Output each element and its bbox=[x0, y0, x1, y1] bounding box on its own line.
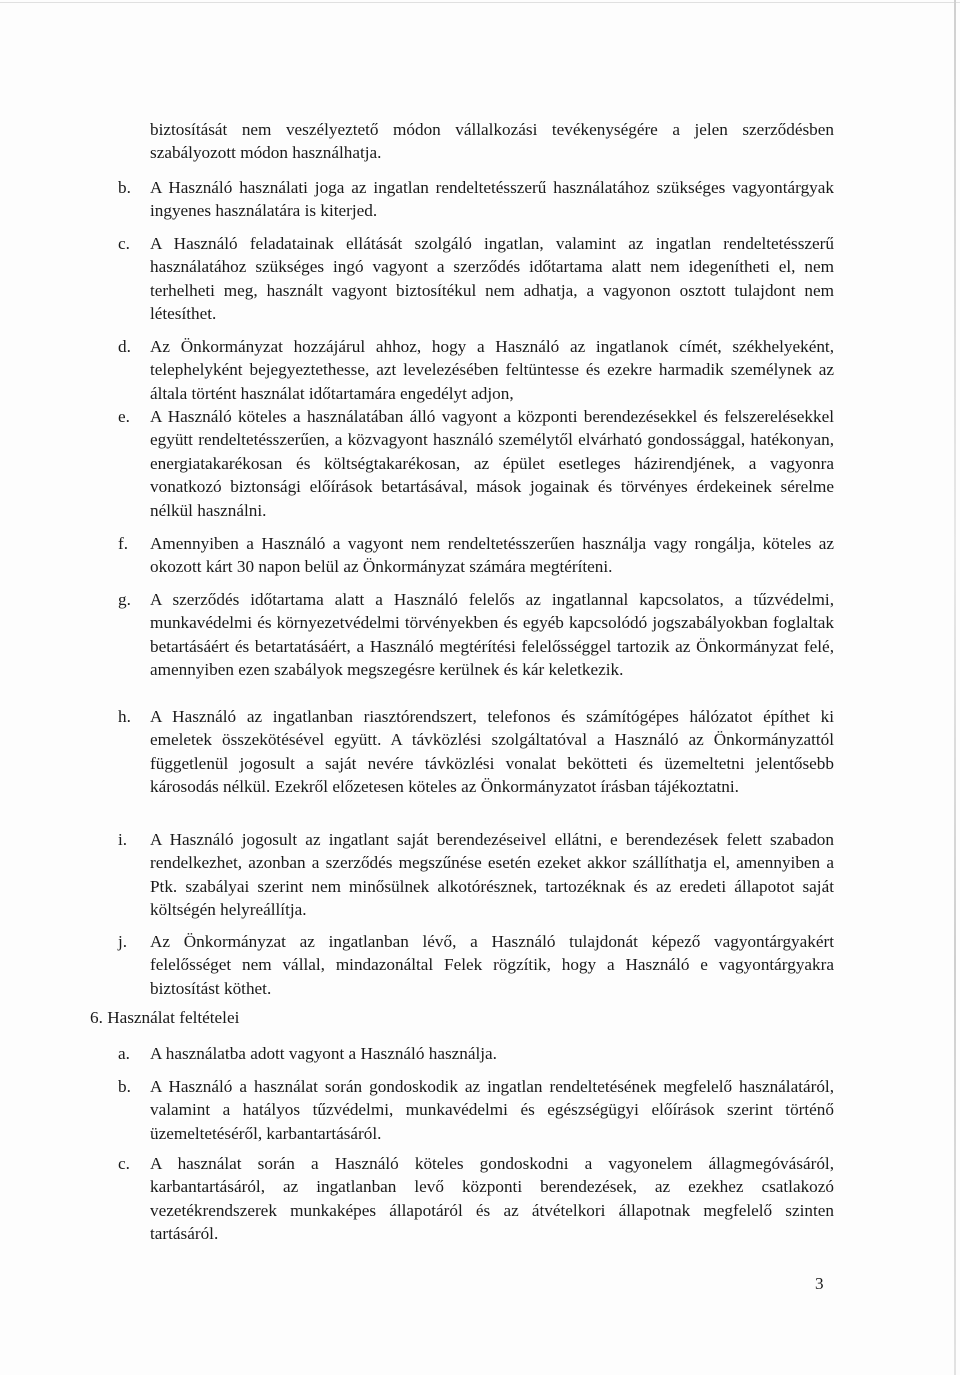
list-item-text: A szerződés időtartama alatt a Használó felelős az ingatlannal kapcsolatos, a tűzvédelmi, munkavédelmi és környezetvédelmi törvényekben és egyéb kapcsolódó jogszabályokban foglaltak betartásáért és betartatásáért, a Használó megtérítési felelősséggel tartozik az Önkormányzat felé, amennyiben ezen szabályok megszegésre kerülnek és kár keletkezik. bbox=[150, 590, 834, 680]
list-item-j bbox=[118, 930, 834, 1000]
list-item-letter: b. bbox=[118, 178, 131, 197]
list-item-letter: e. bbox=[118, 407, 130, 426]
list-item-text: A használat során a Használó köteles gondoskodni a vagyonelem állagmegóvásáról, karbantartásáról, az ingatlanban levő központi berendezések, az ezekhez csatlakozó vezetékrendszerek munkaképes állapotáról és az átvételkori állapotnak megfelelő szinten tartásáról. bbox=[150, 1154, 834, 1244]
list-item-letter: d. bbox=[118, 337, 131, 356]
scan-edge-right bbox=[954, 0, 956, 1375]
scan-edge-top bbox=[0, 2, 960, 3]
list-item-letter: h. bbox=[118, 707, 131, 726]
list-item-a bbox=[118, 1042, 834, 1065]
list-item-i bbox=[118, 828, 834, 922]
list-item-b bbox=[118, 176, 834, 223]
list-item-f bbox=[118, 532, 834, 579]
list-item-text: Amennyiben a Használó a vagyont nem rendeltetésszerűen használja vagy rongálja, köteles az okozott kárt 30 napon belül az Önkormányzat számára megtéríteni. bbox=[150, 534, 834, 577]
list-item-text: A Használó a használat során gondoskodik az ingatlan rendeltetésének megfelelő használatáról, valamint a hatályos tűzvédelmi, munkavédelmi és egészségügyi előírások szerint történő üzemeltetéséről, karbantartásáról. bbox=[150, 1077, 834, 1143]
list-item-c bbox=[118, 1152, 834, 1246]
list-item-d bbox=[118, 335, 834, 405]
list-item-h bbox=[118, 705, 834, 799]
list-item-b bbox=[118, 1075, 834, 1145]
list-item-letter: c. bbox=[118, 234, 130, 253]
list-item-letter: b. bbox=[118, 1077, 131, 1096]
list-item-text: Az Önkormányzat az ingatlanban lévő, a Használó tulajdonát képező vagyontárgyakért felelősséget nem vállal, mindazonáltal Felek rögzítik, hogy a Használó e vagyontárgyakra biztosítást köthet. bbox=[150, 932, 834, 998]
list-item-text: A Használó használati joga az ingatlan rendeltetésszerű használatához szükséges vagyontárgyak ingyenes használatára is kiterjed. bbox=[150, 178, 834, 221]
list-item-letter: g. bbox=[118, 590, 131, 609]
list-item-text: A használatba adott vagyont a Használó használja. bbox=[150, 1044, 497, 1063]
list-item-letter: i. bbox=[118, 830, 128, 849]
list-item-letter: j. bbox=[118, 932, 128, 951]
list-item-g bbox=[118, 588, 834, 682]
list-item-text: A Használó az ingatlanban riasztórendszert, telefonos és számítógépes hálózatot építhet ki emeletek összekötésével együtt. A távközlési szolgáltatóval a Használó az Önkormányzattól függetlenül jogosult a saját nevére távközlési vonalat bekötteti és üzemeltetni jelentősebb károsodás nélkül. Ezekről előzetesen köteles az Önkormányzatot írásban tájékoztatni. bbox=[150, 707, 834, 797]
continuation-paragraph: biztosítását nem veszélyeztető módon vállalkozási tevékenységére a jelen szerződésben szabályozott módon használhatja. bbox=[150, 120, 834, 163]
list-item-text: A Használó feladatainak ellátását szolgáló ingatlan, valamint az ingatlan rendeltetésszerű használatához szükséges ingó vagyont a szerződés időtartama alatt nem idegenítheti el, nem terhelheti meg, használt vagyont biztosítékul nem adhatja, a vagyonon osztott tulajdont nem létesíthet. bbox=[150, 234, 834, 324]
list-item-c bbox=[118, 232, 834, 326]
list-item-letter: f. bbox=[118, 534, 129, 553]
list-item-text: A Használó jogosult az ingatlant saját berendezéseivel ellátni, e berendezések felett szabadon rendelkezhet, azonban a szerződés megszűnése esetén ezeket akkor szállíthatja el, amennyiben a Ptk. szabályai szerint nem minősülnek alkotórésznek, tartozéknak és az eredeti állapotot saját költségén helyreállítja. bbox=[150, 830, 834, 920]
list-item-e bbox=[118, 405, 834, 522]
page-number: 3 bbox=[815, 1274, 824, 1293]
section-heading: 6. Használat feltételei bbox=[90, 1008, 240, 1027]
list-item-text: A Használó köteles a használatában álló vagyont a központi berendezésekkel és felszerelésekkel együtt rendeltetésszerűen, a közvagyont használó személytől elvárható gondossággal, hatékonyan, energiatakarékosan és költségtakarékosan, az épület esetleges házirendjének, a vagyonra vonatkozó biztonsági előírások betartásával, mások jogainak és törvényes érdekeinek sérelme nélkül használni. bbox=[150, 407, 834, 520]
list-item-letter: a. bbox=[118, 1044, 130, 1063]
list-item-letter: c. bbox=[118, 1154, 130, 1173]
list-item-text: Az Önkormányzat hozzájárul ahhoz, hogy a Használó az ingatlanok címét, székhelyeként, telephelyként bejegyeztethesse, azt levelezésében feltüntesse és ezekre harmadik személynek az általa történt használat időtartamára engedélyt adjon, bbox=[150, 337, 834, 403]
